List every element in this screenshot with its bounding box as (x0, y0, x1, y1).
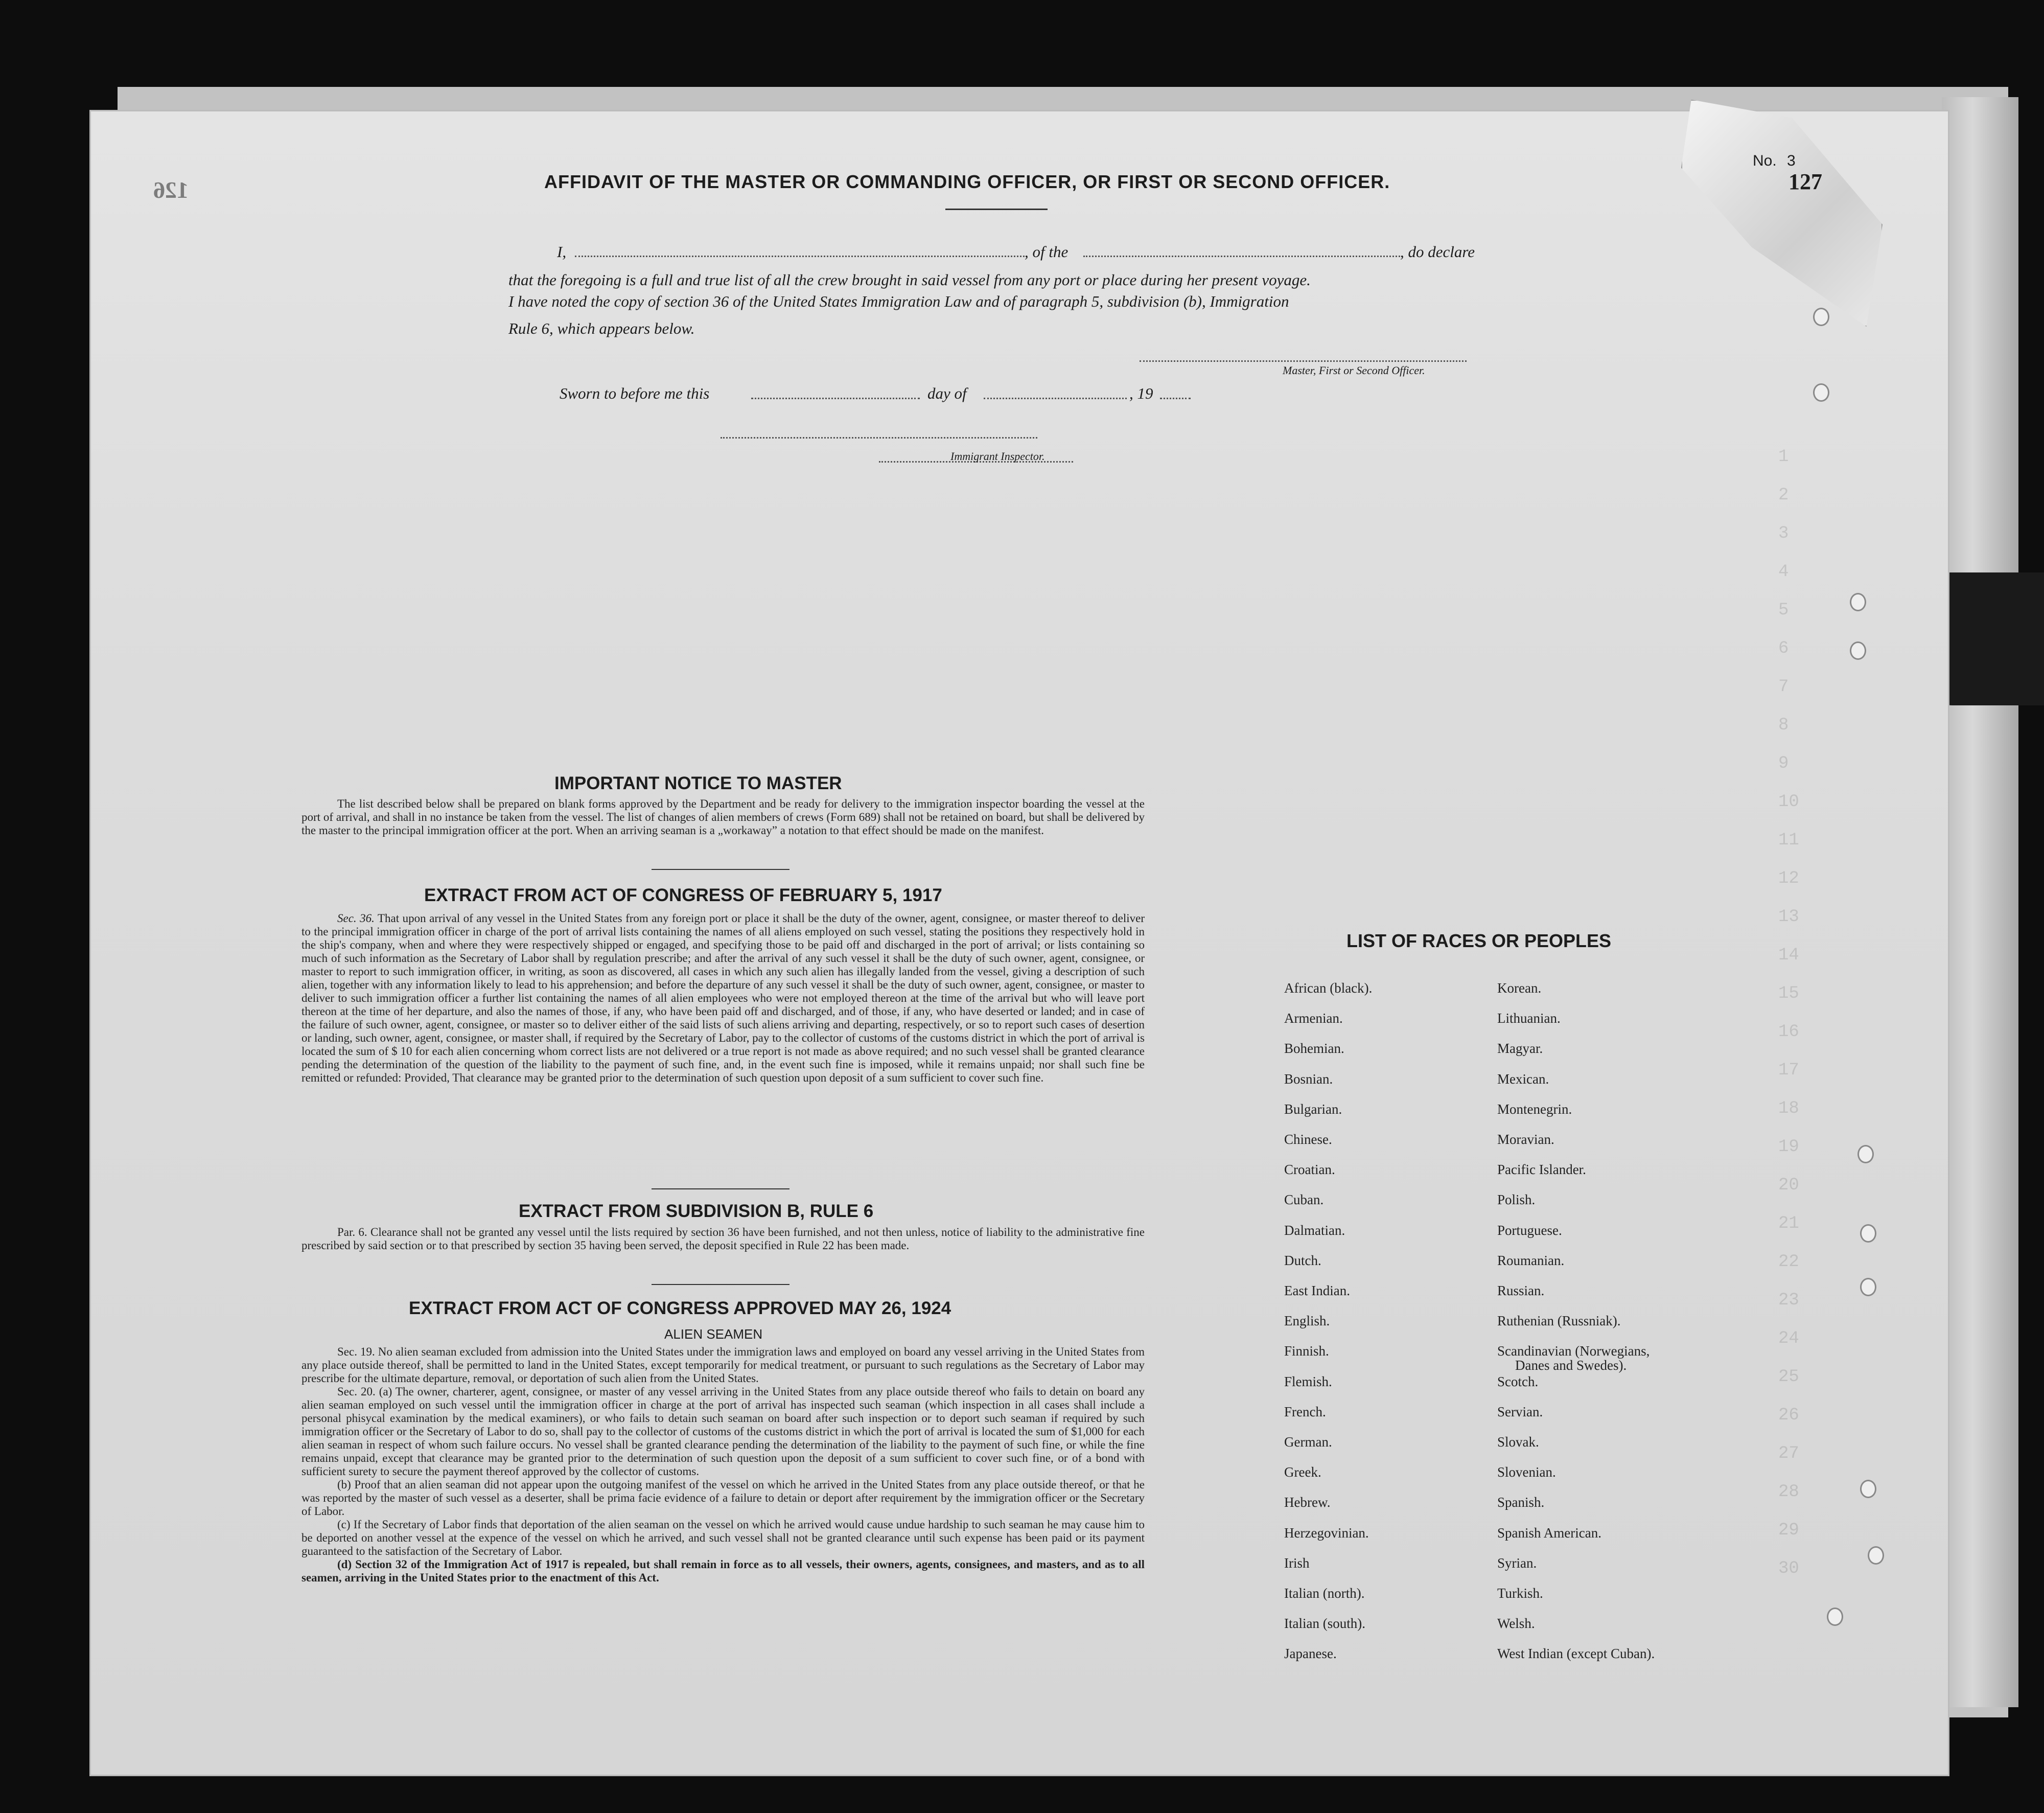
ghost-row-number: 2 (1778, 486, 1789, 505)
affidavit-line-1 (557, 243, 566, 261)
race-item: Welsh. (1497, 1616, 1535, 1632)
race-item: Bulgarian. (1284, 1101, 1342, 1117)
ghost-row-number: 12 (1778, 869, 1799, 888)
ghost-row-number: 21 (1778, 1214, 1799, 1233)
sec-20c-paragraph: (c) If the Secretary of Labor finds that deportation of the alien seaman on the vessel on which he arrived would cause undue hardship to such seaman he may cause him to be deported on another vessel at the expence of the vessel on which he arrived, and such vessel shall not be granted clearance until such expense has been paid or its payment guaranteed to the satisfaction of the Secretary of Labor. (301, 1518, 1145, 1557)
sworn-day-label: day of (927, 384, 967, 402)
race-item: Moravian. (1497, 1132, 1554, 1147)
race-item: Flemish. (1284, 1373, 1332, 1389)
binder-hole (1850, 641, 1866, 660)
ghost-row-number: 9 (1778, 754, 1789, 773)
ghost-row-number: 8 (1778, 716, 1789, 735)
race-item: Cuban. (1284, 1192, 1324, 1208)
binder-hole (1857, 1145, 1874, 1163)
ghost-row-number: 15 (1778, 984, 1799, 1003)
races-title: LIST OF RACES OR PEOPLES (1346, 930, 1612, 951)
race-item: Pacific Islander. (1497, 1162, 1586, 1178)
race-item: Syrian. (1497, 1555, 1537, 1571)
ghost-row-number: 4 (1778, 562, 1789, 582)
inspector-signature-blank (721, 437, 1037, 439)
notice-rule (652, 869, 789, 870)
race-item: English. (1284, 1313, 1330, 1329)
sworn-year-label: , 19 (1129, 384, 1153, 402)
sec-36-label: Sec. 36. (337, 912, 375, 925)
name-blank (575, 256, 1025, 257)
ghost-row-number: 27 (1778, 1444, 1799, 1463)
extract-1924-title: EXTRACT FROM ACT OF CONGRESS APPROVED MAY 26, 1924 (409, 1298, 951, 1318)
affidavit-do-declare: , do declare (1400, 243, 1475, 261)
extract-1917-paragraph (301, 912, 1145, 1085)
ghost-row-number: 24 (1778, 1329, 1799, 1348)
sheet-number-value: 3 (1787, 152, 1796, 169)
race-item: Slovak. (1497, 1434, 1539, 1450)
race-item: French. (1284, 1404, 1326, 1419)
binder-hole (1850, 593, 1866, 611)
sec-20d-paragraph: (d) Section 32 of the Immigration Act of 1917 is repealed, but shall remain in force as to all vessels, their owners, agents, consignees, and masters, and as to all seamen, arriving in the United States prior to the enactment of this Act. (301, 1558, 1145, 1584)
race-item: Scandinavian (Norwegians, (1497, 1343, 1650, 1359)
ghost-row-number: 14 (1778, 946, 1799, 965)
race-item: Chinese. (1284, 1132, 1332, 1147)
race-item: Polish. (1497, 1192, 1536, 1208)
extract-rule6-rule (652, 1284, 789, 1285)
race-item: Montenegrin. (1497, 1101, 1572, 1117)
sworn-month-blank (984, 398, 1127, 399)
race-item: Lithuanian. (1497, 1011, 1561, 1026)
ghost-row-number: 11 (1778, 831, 1799, 850)
ghost-row-number: 28 (1778, 1482, 1799, 1502)
ghost-row-number: 30 (1778, 1559, 1799, 1578)
ghost-row-number: 5 (1778, 601, 1789, 620)
ghost-row-number: 20 (1778, 1176, 1799, 1195)
inspector-label: Immigrant Inspector. (950, 450, 1045, 463)
race-item: Herzegovinian. (1284, 1525, 1369, 1541)
ghost-row-number: 10 (1778, 792, 1799, 812)
ghost-row-number: 6 (1778, 639, 1789, 658)
race-item: Spanish. (1497, 1495, 1545, 1510)
binder-hole (1827, 1608, 1843, 1626)
race-item: Hebrew. (1284, 1495, 1331, 1510)
ghost-row-number: 13 (1778, 907, 1799, 927)
notice-title: IMPORTANT NOTICE TO MASTER (554, 773, 842, 793)
race-item: German. (1284, 1434, 1332, 1450)
race-item: Turkish. (1497, 1586, 1543, 1601)
affidavit-title: AFFIDAVIT OF THE MASTER OR COMMANDING OFFICER, OR FIRST OR SECOND OFFICER. (544, 171, 1390, 192)
ghost-row-number: 1 (1778, 447, 1789, 467)
extract-1917-text (301, 912, 1145, 1085)
sec-20b-paragraph: (b) Proof that an alien seaman did not appear upon the outgoing manifest of the vessel on which he arrived in the United States from any place outside thereof, or that he was reported by the master of such vessel as a deserter, shall be prima facie evidence of a failure to detain or deport after requirement by the immigration officer or the Secretary of Labor. (301, 1478, 1145, 1518)
race-item: Greek. (1284, 1464, 1321, 1480)
race-item-continuation: Danes and Swedes). (1515, 1358, 1627, 1373)
sec-20a-paragraph: Sec. 20. (a) The owner, charterer, agent, consignee, or master of any vessel arriving in the United States from any place outside thereof who fails to detain on board any alien seaman employed on such vessel until the immigration officer in charge at the port of arrival has inspected such seaman (which inspection in all cases shall include a personal phisycal examination by the medical examiners), or who fails to detain such seaman on board after such inspection or to deport such seaman if required by such immigration officer or the Secretary of Labor to do so, shall pay to the collector of customs of the customs district in which the port of arrival is located the sum of $1,000 for each alien seaman in respect of whom such failure occurs. No vessel shall be granted clearance pending the determination of the liability to the payment of such fine, or while the fine remains unpaid, except that clearance may be granted prior to the determination of such question upon the deposit of a sum sufficient to cover such fine, or of a bond with sufficient surety to secure the payment thereof approved by the collector of customs. (301, 1385, 1145, 1478)
race-item: Japanese. (1284, 1646, 1337, 1662)
affidavit-i-label: I, (557, 243, 567, 261)
race-item: Dutch. (1284, 1252, 1321, 1268)
sworn-year-blank (1160, 398, 1191, 399)
race-item: Finnish. (1284, 1343, 1329, 1359)
notice-text (301, 797, 1145, 837)
race-item: Roumanian. (1497, 1252, 1565, 1268)
race-item: East Indian. (1284, 1283, 1350, 1298)
race-item: Korean. (1497, 980, 1542, 996)
race-item: Italian (south). (1284, 1616, 1365, 1632)
sworn-label: Sworn to before me this (560, 384, 710, 402)
race-item: Portuguese. (1497, 1222, 1562, 1238)
binder-hole (1860, 1278, 1876, 1296)
race-item: Bohemian. (1284, 1041, 1344, 1057)
race-item: Spanish American. (1497, 1525, 1601, 1541)
race-item: Slovenian. (1497, 1464, 1556, 1480)
binder-hole (1813, 383, 1829, 402)
binder-hole (1868, 1546, 1884, 1565)
race-item: Bosnian. (1284, 1071, 1333, 1087)
race-item: Dalmatian. (1284, 1222, 1345, 1238)
extract-1917-title: EXTRACT FROM ACT OF CONGRESS OF FEBRUARY 5, 1917 (424, 885, 942, 905)
sheet-number-label: No. (1753, 152, 1777, 169)
race-item: Ruthenian (Russniak). (1497, 1313, 1621, 1329)
ghost-row-number: 16 (1778, 1022, 1799, 1042)
ghost-row-number: 26 (1778, 1406, 1799, 1425)
affidavit-line-2: that the foregoing is a full and true list of all the crew brought in said vessel from any port or place during her present voyage. (508, 271, 1311, 289)
ghost-row-number: 7 (1778, 677, 1789, 697)
race-item: West Indian (except Cuban). (1497, 1646, 1655, 1662)
ghost-row-number: 22 (1778, 1252, 1799, 1272)
rule6-paragraph: Par. 6. Clearance shall not be granted any vessel until the lists required by section 36 have been furnished, and not then unless, notice of liability to the administrative fine prescribed by said section or to that prescribed by section 35 having been served, the deposit specified in Rule 22 has been made. (301, 1226, 1145, 1252)
affidavit-title-rule (945, 209, 1048, 210)
sec-19-paragraph: Sec. 19. No alien seaman excluded from admission into the United States under the immigration laws and employed on board any vessel arriving in the United States from any place outside thereof, shall be permitted to land in the United States, except temporarily for medical treatment, or pursuant to such regulations as the Secretary of Labor may prescribe for the ultimate departure, removal, or deportation of such alien from the United States. (301, 1345, 1145, 1385)
race-item: African (black). (1284, 980, 1373, 996)
race-item: Magyar. (1497, 1041, 1543, 1057)
ghost-page-number: 126 (153, 177, 189, 203)
extract-1924-subtitle: ALIEN SEAMEN (664, 1326, 763, 1342)
extract-1917-rule (652, 1188, 789, 1189)
race-item: Scotch. (1497, 1373, 1539, 1389)
race-item: Italian (north). (1284, 1586, 1365, 1601)
vessel-blank (1083, 256, 1400, 257)
binder-hole (1860, 1480, 1876, 1498)
ghost-row-number: 23 (1778, 1291, 1799, 1310)
ghost-row-number: 3 (1778, 524, 1789, 543)
race-item: Armenian. (1284, 1011, 1343, 1026)
master-signature-blank (1140, 360, 1467, 362)
affidavit-line-3: I have noted the copy of section 36 of the United States Immigration Law and of paragraph 5, subdivision (b), Immigration (508, 292, 1289, 310)
master-label: Master, First or Second Officer. (1283, 364, 1425, 377)
race-item: Mexican. (1497, 1071, 1549, 1087)
race-item: Irish (1284, 1555, 1310, 1571)
race-item: Servian. (1497, 1404, 1543, 1419)
sworn-date-blank (751, 398, 920, 399)
affidavit-of-the: , of the (1025, 243, 1069, 261)
page-number: 127 (1788, 169, 1822, 194)
extract-1924-text (301, 1345, 1145, 1585)
ghost-row-number: 17 (1778, 1061, 1799, 1080)
extract-rule6-text (301, 1226, 1145, 1252)
sheet-number (1753, 152, 1796, 170)
ghost-row-number: 29 (1778, 1521, 1799, 1540)
notice-paragraph: The list described below shall be prepared on blank forms approved by the Department and be ready for delivery to the immigration inspector boarding the vessel at the port of arrival, and shall in no instance be taken from the vessel. The list of changes of alien members of crews (Form 689) shall not be retained on board, but shall be delivered by the master to the principal immigration officer at the port. When an arriving seaman is a „workaway” a notation to that effect should be made on the manifest. (301, 797, 1145, 837)
ghost-row-number: 19 (1778, 1137, 1799, 1157)
ghost-row-number: 25 (1778, 1367, 1799, 1387)
sec-36-text: That upon arrival of any vessel in the United States from any foreign port or place it shall be the duty of the owner, agent, consignee, or master thereof to deliver to the principal immigration officer in charge of the port of arrival lists containing the names of all aliens employed on such vessel, stating the positions they respectively hold in the ship's company, when and where they were respectively shipped or engaged, and specifying those to be paid off and discharged in the port of arrival; or lists containing so much of such information as the Secretary of Labor shall by regulation prescribe; and after the arrival of any such vessel it shall be the duty of such owner, agent, consignee, or master to report to such immigration officer, in writing, as soon as discovered, all cases in which any such alien has illegally landed from the vessel, giving a description of such alien, together with any information likely to lead to his apprehension; and before the departure of any such vessel it shall be the duty of such owner, agent, consignee, or master to deliver to such immigration officer a further list containing the names of all alien employees who were not employed thereon at the time of the arrival but who will leave port thereon at the time of her departure, and also the names of those, if any, who have been paid off and discharged, and of those, if any, who have deserted or landed; and in case of the failure of such owner, agent, consignee, or master so to deliver either of the said lists of such aliens arriving and departing, respectively, or so to report such cases of desertion or landing, such owner, agent, consignee, or master shall, if required by the Secretary of Labor, pay to the collector of customs of the customs district in which the port of arrival is located the sum of $ 10 for each alien concerning whom correct lists are not delivered or a true report is not made as above required; and no such vessel shall be granted clearance pending the determination of the question of the liability to the payment of such fine, and, in the event such fine is imposed, while it remains unpaid; nor shall such fine be remitted or refunded: Provided, That clearance may be granted prior to the determination of such question upon deposit of a sum sufficient to cover such fine. (301, 912, 1145, 1084)
back-sheet-edge (1942, 97, 2018, 1707)
race-item: Russian. (1497, 1283, 1545, 1298)
binder-hole (1860, 1224, 1876, 1243)
race-item: Croatian. (1284, 1162, 1335, 1178)
extract-rule6-title: EXTRACT FROM SUBDIVISION B, RULE 6 (519, 1201, 874, 1221)
sworn-line (560, 384, 709, 403)
affidavit-line-4: Rule 6, which appears below. (508, 319, 695, 337)
ghost-row-number: 18 (1778, 1099, 1799, 1118)
binder-hole (1813, 308, 1829, 326)
